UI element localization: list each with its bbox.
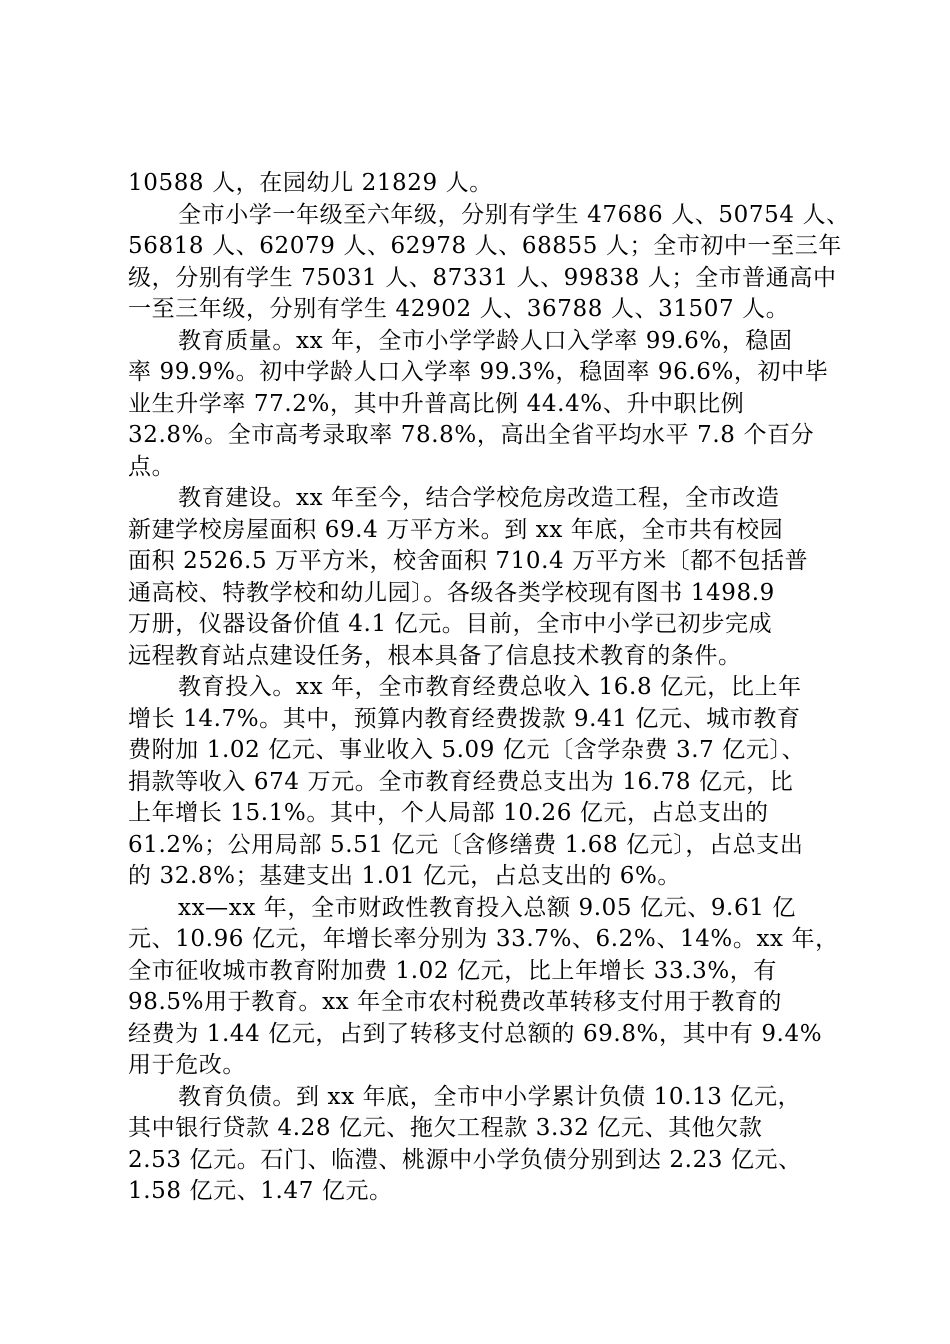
text-line: 32.8%。全市高考录取率 78.8%，高出全省平均水平 7.8 个百分 [128,422,815,448]
text-line: 业生升学率 77.2%，其中升普高比例 44.4%、升中职比例 [128,390,745,417]
text-line: 点。 [128,453,176,480]
text-line: 经费为 1.44 亿元，占到了转移支付总额的 69.8%，其中有 9.4% [128,1020,823,1047]
text-line: 61.2%；公用局部 5.51 亿元〔含修缮费 1.68 亿元〕，占总支出 [128,831,804,858]
text-line: 新建学校房屋面积 69.4 万平方米。到 xx 年底，全市共有校园 [128,516,784,543]
paragraph-enrollment-kindergarten [128,168,848,200]
text-line: 10588 人，在园幼儿 21829 人。 [128,170,493,196]
text-line: 其中银行贷款 4.28 亿元、拖欠工程款 3.32 亿元、其他欠款 [128,1115,763,1141]
text-line: 增长 14.7%。其中，预算内教育经费拨款 9.41 亿元、城市教育 [128,705,801,732]
text-line: 用于危改。 [128,1052,246,1078]
paragraph-enrollment-by-grade [128,200,848,326]
paragraph-fiscal-investment [128,893,848,1082]
paragraph-education-construction [128,483,848,672]
text-line: 的 32.8%；基建支出 1.01 亿元，占总支出的 6%。 [128,863,682,889]
text-line: 教育投入。xx 年，全市教育经费总收入 16.8 亿元，比上年 [178,674,802,700]
text-line: 教育负债。到 xx 年底，全市中小学累计负债 10.13 亿元， [178,1083,802,1110]
text-line: 通高校、特教学校和幼儿园〕。各级各类学校现有图书 1498.9 [128,579,775,606]
text-line: 教育质量。xx 年，全市小学学龄人口入学率 99.6%，稳固 [178,327,793,354]
text-line: 2.53 亿元。石门、临澧、桃源中小学负债分别到达 2.23 亿元、 [128,1146,802,1173]
text-line: xx—xx 年，全市财政性教育投入总额 9.05 亿元、9.61 亿 [178,894,796,921]
text-line: 捐款等收入 674 万元。全市教育经费总支出为 16.78 亿元，比 [128,768,794,795]
text-line: 全市小学一年级至六年级，分别有学生 47686 人、50754 人、 [178,201,850,228]
text-line: 级，分别有学生 75031 人、87331 人、99838 人；全市普通高中 [128,264,837,291]
paragraph-education-debt [128,1082,848,1208]
text-line: 一至三年级，分别有学生 42902 人、36788 人、31507 人。 [128,296,790,322]
text-line: 面积 2526.5 万平方米，校舍面积 710.4 万平方米〔都不包括普 [128,548,809,574]
text-line: 1.58 亿元、1.47 亿元。 [128,1178,393,1204]
text-line: 率 99.9%。初中学龄人口入学率 99.3%，稳固率 96.6%，初中毕 [128,359,829,385]
paragraph-education-quality [128,326,848,484]
text-line: 教育建设。xx 年至今，结合学校危房改造工程，全市改造 [178,485,780,511]
paragraph-education-investment [128,672,848,893]
text-line: 费附加 1.02 亿元、事业收入 5.09 亿元〔含学杂费 3.7 亿元〕、 [128,737,806,763]
text-line: 上年增长 15.1%。其中，个人局部 10.26 亿元，占总支出的 [128,800,769,826]
text-line: 56818 人、62079 人、62978 人、68855 人；全市初中一至三年 [128,233,842,259]
text-line: 元、10.96 亿元，年增长率分别为 33.7%、6.2%、14%。xx 年， [128,926,839,952]
document-body [128,168,848,1208]
text-line: 全市征收城市教育附加费 1.02 亿元，比上年增长 33.3%，有 [128,957,778,984]
text-line: 远程教育站点建设任务，根本具备了信息技术教育的条件。 [128,642,742,669]
text-line: 万册，仪器设备价值 4.1 亿元。目前，全市中小学已初步完成 [128,611,773,637]
text-line: 98.5%用于教育。xx 年全市农村税费改革转移支付用于教育的 [128,989,782,1015]
